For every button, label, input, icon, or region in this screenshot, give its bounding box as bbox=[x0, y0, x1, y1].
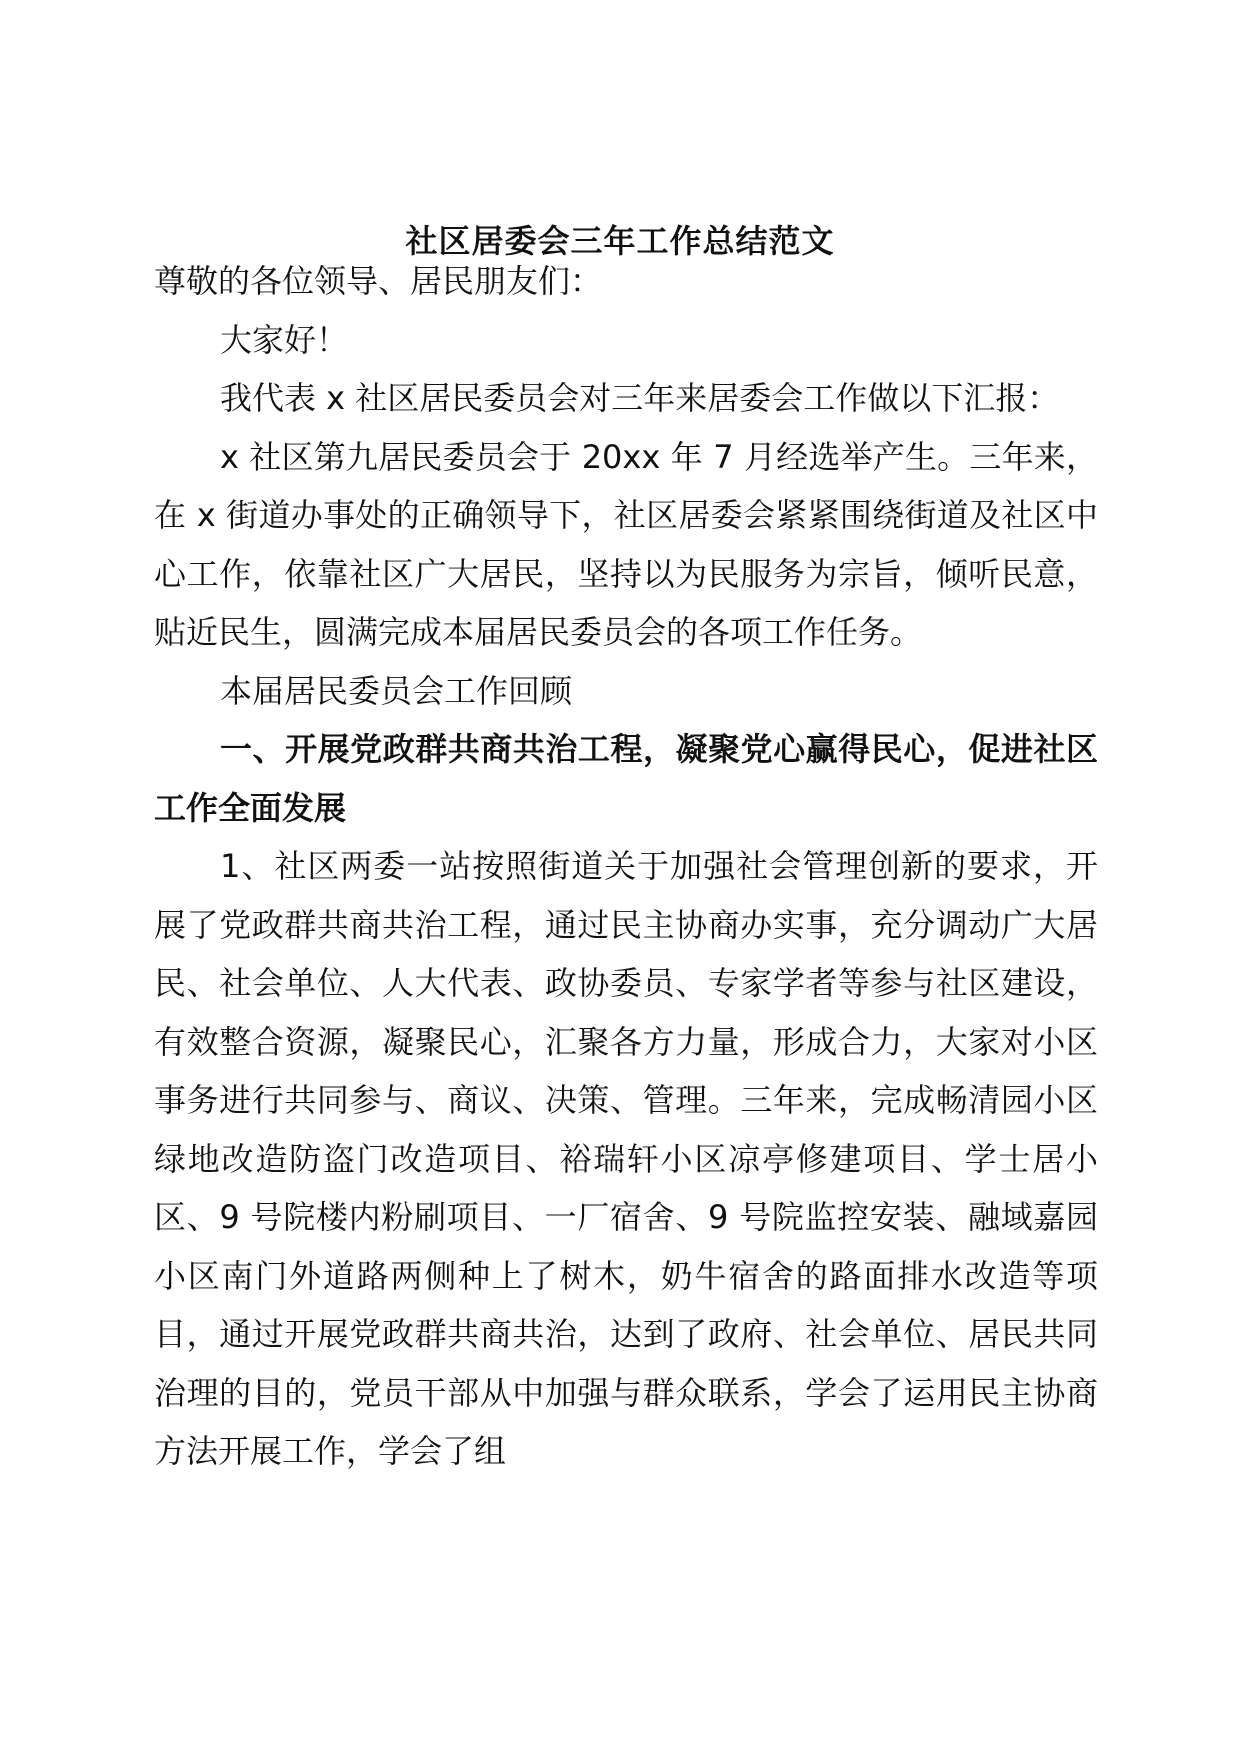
document-body bbox=[154, 252, 1098, 1481]
section-1-item-1-paragraph: 1、社区两委一站按照街道关于加强社会管理创新的要求，开展了党政群共商共治工程，通过民主协商办实事，充分调动广大居民、社会单位、人大代表、政协委员、专家学者等参与社区建设，有效整合资源，凝聚民心，汇聚各方力量，形成合力，大家对小区事务进行共同参与、商议、决策、管理。三年来，完成畅清园小区绿地改造防盗门改造项目、裕瑞轩小区凉亭修建项目、学士居小区、9 号院楼内粉刷项目、一厂宿舍、9 号院监控安装、融域嘉园小区南门外道路两侧种上了树木，奶牛宿舍的路面排水改造等项目，通过开展党政群共商共治，达到了政府、社会单位、居民共同治理的目的，党员干部从中加强与群众联系，学会了运用民主协商方法开展工作，学会了组 bbox=[154, 847, 1098, 1470]
section-heading-1: 一、开展党政群共商共治工程，凝聚党心赢得民心，促进社区工作全面发展 bbox=[154, 730, 1098, 827]
review-title-paragraph: 本届居民委员会工作回顾 bbox=[220, 671, 573, 710]
intro-paragraph: 我代表 x 社区居民委员会对三年来居委会工作做以下汇报： bbox=[220, 379, 1060, 417]
overview-paragraph: x 社区第九居民委员会于 20xx 年 7 月经选举产生。三年来，在 x 街道办事处的正确领导下，社区居委会紧紧围绕街道及社区中心工作，依靠社区广大居民，坚持以为民服务为宗旨，倾听民意，贴近民生，圆满完成本届居民委员会的各项工作任务。 bbox=[154, 437, 1098, 651]
document-title: 社区居委会三年工作总结范文 bbox=[405, 222, 835, 260]
greeting-paragraph: 大家好！ bbox=[220, 320, 349, 359]
salutation-paragraph: 尊敬的各位领导、居民朋友们： bbox=[154, 262, 603, 300]
